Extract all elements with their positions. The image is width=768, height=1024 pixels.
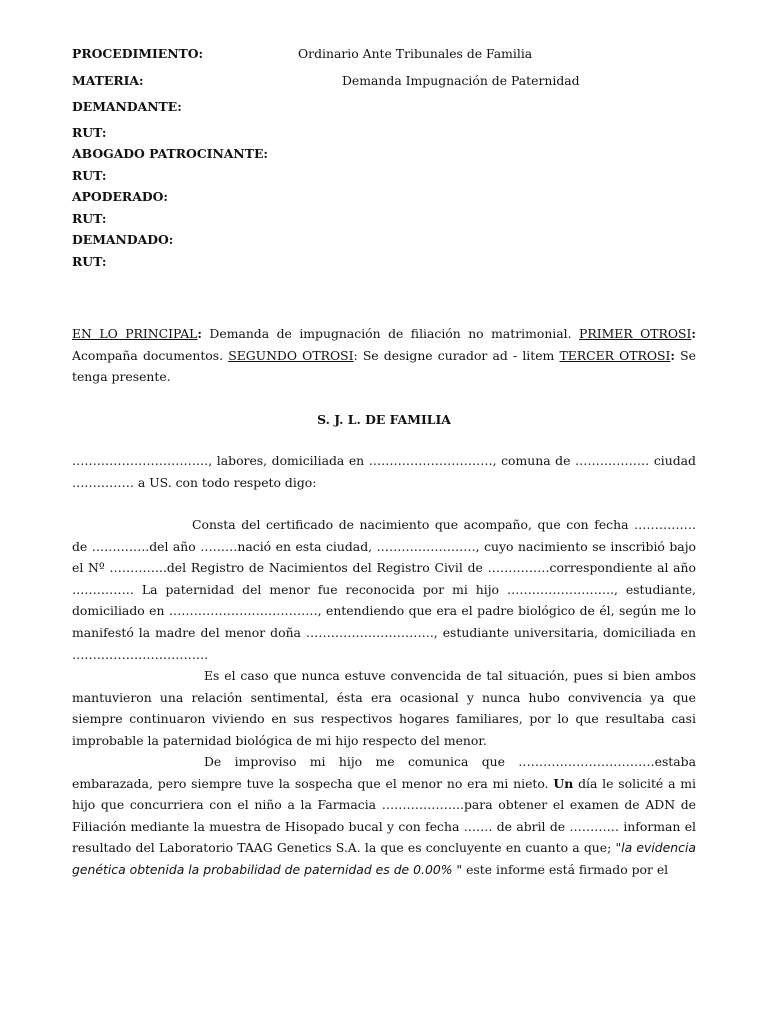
demandado-label: DEMANDADO: <box>72 232 174 247</box>
materia-label: MATERIA: <box>72 73 144 88</box>
paragraph-1 <box>72 514 696 665</box>
summary-paragraph: EN LO PRINCIPAL: Demanda de impugnación de filiación no matrimonial. PRIMER OTROSI: Acompaña documentos. SEGUNDO OTROSI: Se designe curador ad - litem TERCER OTROSI: Se tenga presente. <box>72 326 696 385</box>
rut-apoderado-label: RUT: <box>72 211 107 226</box>
rut-demandado-label: RUT: <box>72 254 107 269</box>
primer-otrosi-text: Acompaña documentos. <box>72 347 229 363</box>
paragraph-3-text-a: De improviso mi hijo me comunica que ……………………………estaba embarazada, pero siempre tuve la sospecha que el menor no era mi nieto. <box>72 754 696 791</box>
procedimiento-label: PROCEDIMIENTO: <box>72 46 204 61</box>
tercer-otrosi-text: Se tenga presente. <box>72 347 696 385</box>
apoderado-label: APODERADO: <box>72 189 168 204</box>
court-title: S. J. L. DE FAMILIA <box>317 412 451 427</box>
paragraph-3 <box>72 751 696 881</box>
paragraph-3-text-c: este informe está firmado por el <box>462 861 669 877</box>
paragraph-3-un: Un <box>553 775 574 791</box>
materia-value: Demanda Impugnación de Paternidad <box>342 73 580 88</box>
paragraph-3-quote: la evidencia genética obtenida la probabilidad de paternidad es de 0.00% " <box>72 840 696 877</box>
rut-abogado-label: RUT: <box>72 168 107 183</box>
segundo-otrosi-label: SEGUNDO OTROSI <box>228 347 354 363</box>
paragraph-2 <box>72 665 696 751</box>
rut-demandante-label: RUT: <box>72 125 107 140</box>
segundo-otrosi-text: : Se designe curador ad - litem <box>353 347 560 363</box>
primer-otrosi-label: PRIMER OTROSI <box>579 326 692 341</box>
intro-paragraph: ……………………………, labores, domiciliada en …………………………, comuna de ……………… ciudad …………… a US. con todo respeto digo: <box>72 453 696 490</box>
paragraph-3-text-b: día le solicité a mi hijo que concurriera con el niño a la Farmacia ………………..para obtener el examen de ADN de Filiación mediante la muestra de Hisopado bucal y con fecha ……. de abril de ………… informan el resultado del Laboratorio TAAG Genetics S.A. la que es concluyente en cuanto a que; " <box>72 775 696 856</box>
paragraph-2-text: Es el caso que nunca estuve convencida de tal situación, pues si bien ambos mantuvieron una relación sentimental, ésta era ocasional y nunca hubo convivencia ya que siempre continuaron viviendo en sus respectivos hogares familiares, por lo que resultaba casi improbable la paternidad biológica de mi hijo respecto del menor. <box>72 668 696 748</box>
tercer-otrosi-label: TERCER OTROSI <box>559 347 671 363</box>
paragraph-1-text: Consta del certificado de nacimiento que acompaño, que con fecha …………… de …………..del año ………nació en esta ciudad, ……………………, cuyo nacimiento se inscribió bajo el Nº …………..del Registro de Nacimientos del Registro Civil de ……………correspondiente al año …………… La paternidad del menor fue reconocida por mi hijo …………………….., estudiante, domiciliado en ………………………………, entendiendo que era el padre biológico de él, según me lo manifestó la madre del menor doña …………………………., estudiante universitaria, domiciliada en …………………………… <box>72 517 696 662</box>
demandante-label: DEMANDANTE: <box>72 99 182 114</box>
principal-label: EN LO PRINCIPAL <box>72 326 198 341</box>
abogado-label: ABOGADO PATROCINANTE: <box>72 146 268 161</box>
principal-text: Demanda de impugnación de filiación no matrimonial. <box>201 326 580 341</box>
procedimiento-value: Ordinario Ante Tribunales de Familia <box>298 46 533 61</box>
